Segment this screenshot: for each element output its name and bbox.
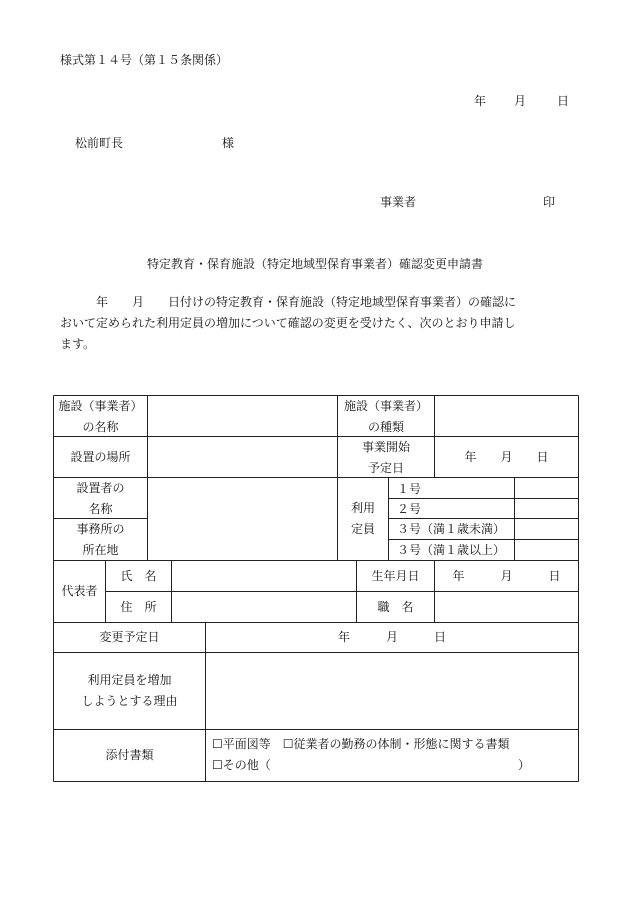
facility-name-field[interactable] bbox=[148, 396, 337, 436]
document-title: 特定教育・保育施設（特定地域型保育事業者）確認変更申請書 bbox=[146, 257, 483, 271]
change-date-field[interactable]: 年 月 日 bbox=[337, 630, 446, 644]
location-field[interactable] bbox=[148, 437, 337, 477]
rep-name-label: 氏 名 bbox=[120, 569, 157, 583]
attachment-other-open[interactable]: ☐その他（ bbox=[212, 758, 271, 772]
date-month: 月 bbox=[514, 94, 527, 108]
capacity-type-3-over1: ３号（満１歳以上） bbox=[397, 543, 506, 557]
date-year: 年 bbox=[474, 94, 487, 108]
start-date-field[interactable]: 年 月 日 bbox=[464, 450, 549, 464]
addressee-name: 松前町長 bbox=[75, 136, 124, 150]
facility-type-field[interactable] bbox=[435, 396, 578, 436]
capacity-value-2[interactable] bbox=[515, 499, 578, 518]
attachments-label: 添付書類 bbox=[105, 748, 154, 762]
capacity-value-1[interactable] bbox=[515, 478, 578, 498]
form-number: 様式第１４号（第１５条関係） bbox=[60, 53, 229, 67]
attachment-line-1[interactable]: ☐平面図等 ☐従業者の勤務の体制・形態に関する書類 bbox=[212, 737, 510, 751]
birth-date-field[interactable]: 年 月 日 bbox=[452, 569, 561, 583]
reason-field[interactable] bbox=[206, 653, 578, 729]
body-line-3: ます。 bbox=[60, 337, 96, 351]
capacity-type-3-under1: ３号（満１歳未満） bbox=[397, 522, 506, 536]
capacity-label: 利用 定員 bbox=[350, 501, 375, 536]
addressee-honorific: 様 bbox=[222, 136, 235, 150]
representative-label: 代表者 bbox=[61, 584, 98, 598]
founder-field[interactable] bbox=[148, 478, 337, 560]
applicant-label: 事業者 bbox=[380, 195, 417, 209]
attachment-other-close: ） bbox=[518, 758, 531, 772]
capacity-value-3-over1[interactable] bbox=[515, 540, 578, 560]
change-date-label: 変更予定日 bbox=[99, 630, 160, 644]
capacity-type-2: ２号 bbox=[397, 502, 422, 516]
rep-address-field[interactable] bbox=[172, 592, 356, 622]
position-field[interactable] bbox=[435, 592, 578, 622]
office-location-label: 事務所の 所在地 bbox=[76, 522, 125, 557]
reason-label: 利用定員を増加 しようとする理由 bbox=[81, 673, 178, 708]
birth-date-label: 生年月日 bbox=[371, 569, 420, 583]
facility-name-label: 施設（事業者） の名称 bbox=[58, 399, 143, 434]
body-line-2: おいて定められた利用定員の増加について確認の変更を受けたく、次のとおり申請し bbox=[60, 316, 516, 330]
rep-name-field[interactable] bbox=[172, 561, 356, 591]
location-label: 設置の場所 bbox=[70, 450, 131, 464]
position-label: 職 名 bbox=[377, 600, 414, 614]
start-date-label: 事業開始 予定日 bbox=[361, 440, 410, 475]
seal-mark: 印 bbox=[543, 195, 556, 209]
rep-address-label: 住 所 bbox=[120, 600, 157, 614]
body-line-1: 年 月 日付けの特定教育・保育施設（特定地域型保育事業者）の確認に bbox=[60, 295, 517, 309]
capacity-value-3-under1[interactable] bbox=[515, 519, 578, 539]
capacity-type-1: １号 bbox=[397, 482, 422, 496]
founder-name-label: 設置者の 名称 bbox=[76, 481, 125, 516]
facility-type-label: 施設（事業者） の種類 bbox=[343, 399, 428, 434]
date-day: 日 bbox=[557, 94, 570, 108]
